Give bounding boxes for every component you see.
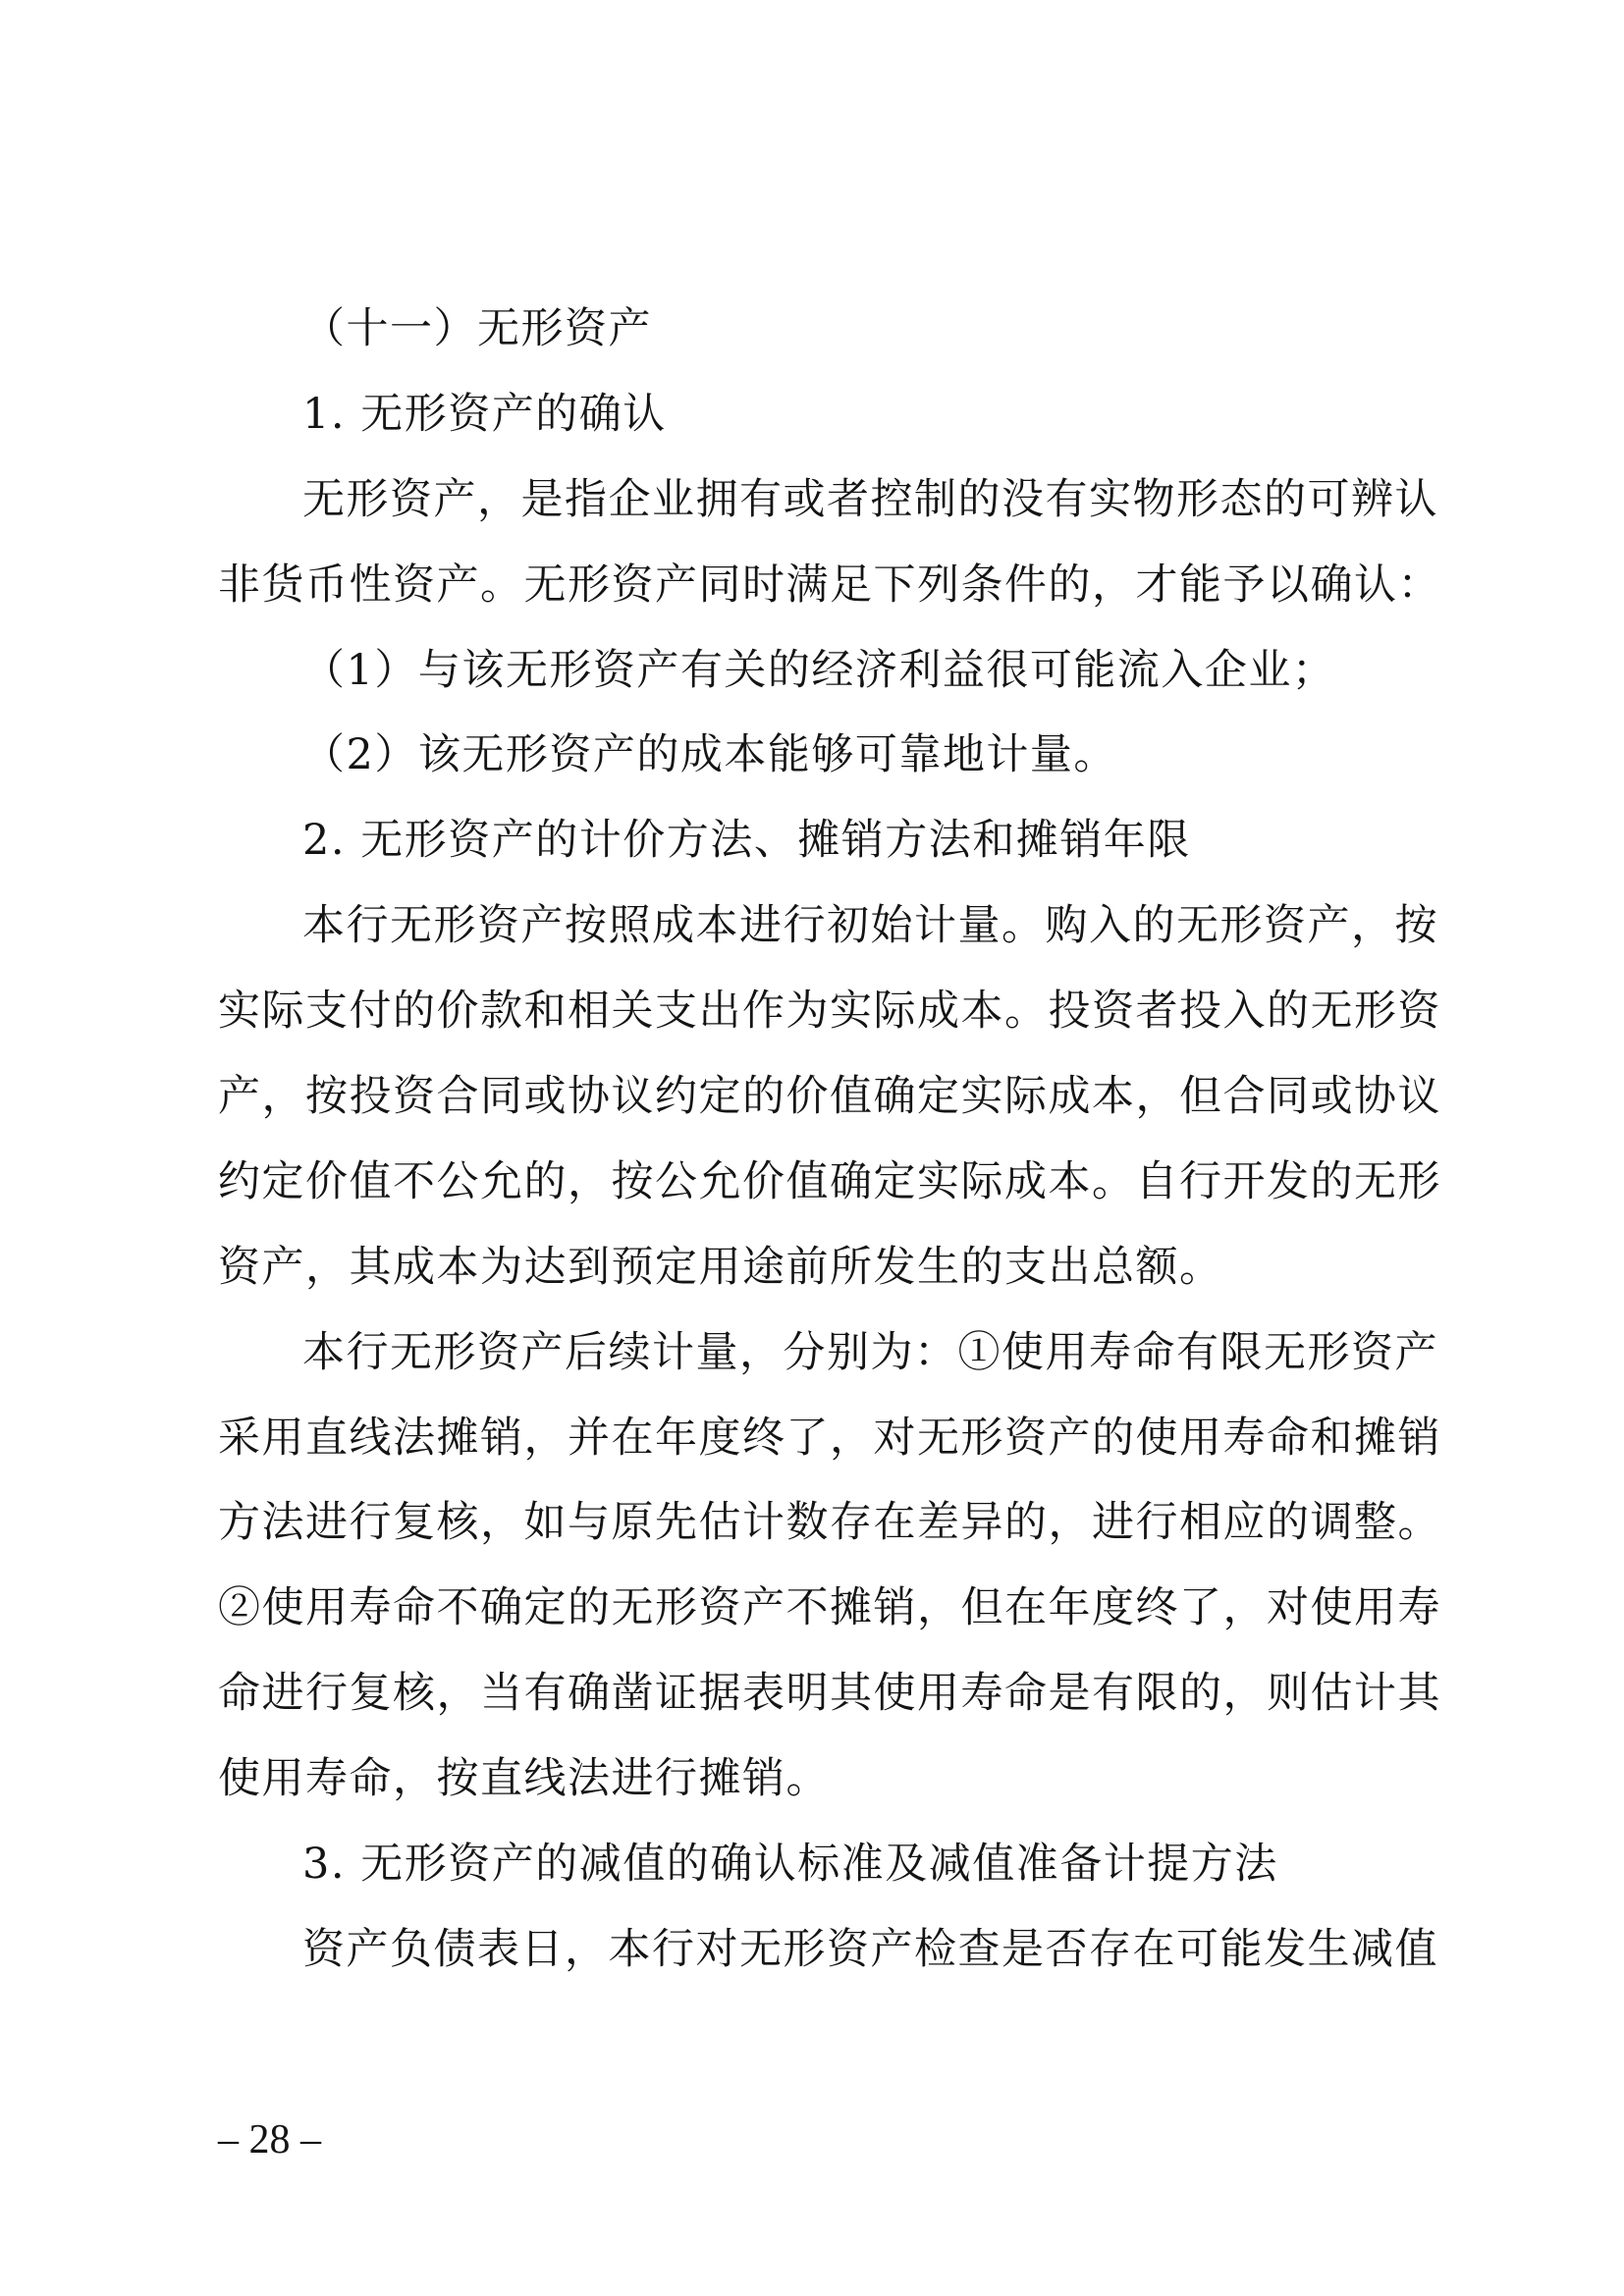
paragraph-line: ②使用寿命不确定的无形资产不摊销，但在年度终了，对使用寿 xyxy=(218,1583,1441,1633)
subheading-recognition: 1. 无形资产的确认 xyxy=(302,389,667,439)
paragraph-line: 本行无形资产按照成本进行初始计量。购入的无形资产，按 xyxy=(302,901,1438,951)
document-body xyxy=(218,287,1441,1993)
paragraph-line: 实际支付的价款和相关支出作为实际成本。投资者投入的无形资 xyxy=(218,987,1441,1037)
paragraph-line: 命进行复核，当有确凿证据表明其使用寿命是有限的，则估计其 xyxy=(218,1669,1441,1719)
paragraph-line: 本行无形资产后续计量，分别为：①使用寿命有限无形资产 xyxy=(302,1327,1438,1377)
paragraph-line: 使用寿命，按直线法进行摊销。 xyxy=(218,1754,830,1804)
paragraph-line: 资产负债表日，本行对无形资产检查是否存在可能发生减值 xyxy=(302,1924,1438,1974)
subheading-valuation-amortization: 2. 无形资产的计价方法、摊销方法和摊销年限 xyxy=(302,816,1191,866)
section-heading-intangible-assets: （十一）无形资产 xyxy=(302,304,652,353)
subheading-impairment: 3. 无形资产的减值的确认标准及减值准备计提方法 xyxy=(302,1840,1278,1890)
paragraph-line: 采用直线法摊销，并在年度终了，对无形资产的使用寿命和摊销 xyxy=(218,1413,1441,1463)
paragraph-line: 产，按投资合同或协议约定的价值确定实际成本，但合同或协议 xyxy=(218,1072,1441,1122)
paragraph-line: 资产，其成本为达到预定用途前所发生的支出总额。 xyxy=(218,1242,1223,1292)
paragraph-line: 无形资产，是指企业拥有或者控制的没有实物形态的可辨认 xyxy=(302,474,1438,524)
page-number: – 28 – xyxy=(218,2117,321,2163)
paragraph-line: 非货币性资产。无形资产同时满足下列条件的，才能予以确认： xyxy=(218,560,1441,610)
paragraph-line: 约定价值不公允的，按公允价值确定实际成本。自行开发的无形 xyxy=(218,1156,1441,1206)
condition-item-2: （2）该无形资产的成本能够可靠地计量。 xyxy=(302,730,1117,780)
paragraph-line: 方法进行复核，如与原先估计数存在差异的，进行相应的调整。 xyxy=(218,1498,1441,1548)
condition-item-1: （1）与该无形资产有关的经济利益很可能流入企业； xyxy=(302,645,1336,695)
